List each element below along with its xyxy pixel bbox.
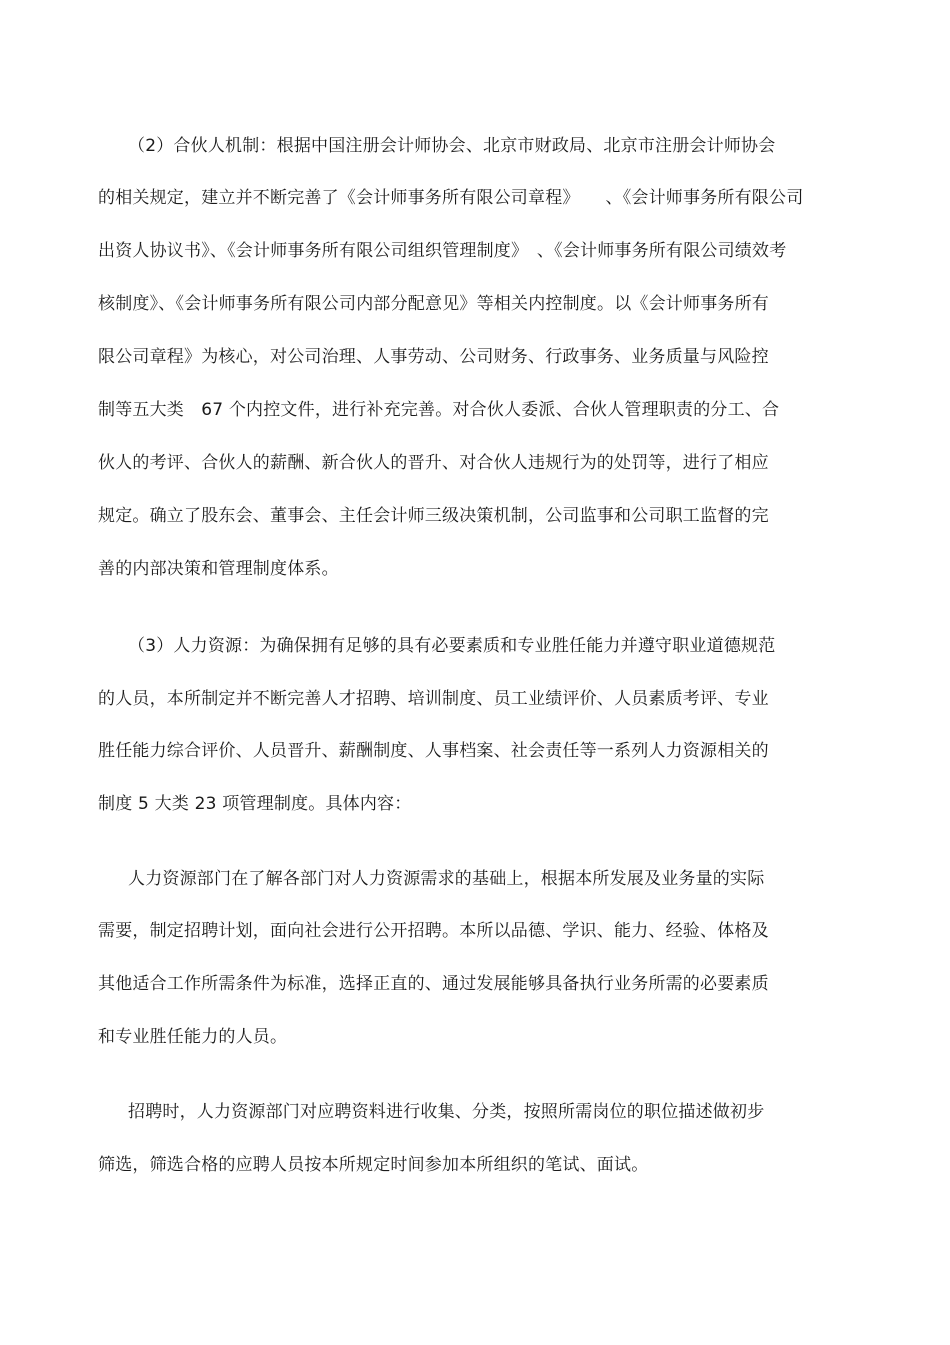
paragraph-2-line-2: 的人员，本所制定并不断完善人才招聘、培训制度、员工业绩评价、人员素质考评、专业	[98, 689, 769, 709]
paragraph-2-line-1: （3）人力资源：为确保拥有足够的具有必要素质和专业胜任能力并遵守职业道德规范	[128, 636, 776, 656]
paragraph-3-line-3: 其他适合工作所需条件为标准，选择正直的、通过发展能够具备执行业务所需的必要素质	[98, 974, 769, 994]
paragraph-1-line-7: 伙人的考评、合伙人的薪酬、新合伙人的晋升、对合伙人违规行为的处罚等，进行了相应	[98, 453, 769, 473]
paragraph-1-line-6: 制等五大类 67 个内控文件，进行补充完善。对合伙人委派、合伙人管理职责的分工、合	[98, 400, 780, 420]
paragraph-3-line-4: 和专业胜任能力的人员。	[98, 1027, 288, 1047]
paragraph-4-line-1: 招聘时，人力资源部门对应聘资料进行收集、分类，按照所需岗位的职位描述做初步	[128, 1102, 765, 1122]
paragraph-1-line-9: 善的内部决策和管理制度体系。	[98, 559, 339, 579]
paragraph-1-line-4: 核制度》、《会计师事务所有限公司内部分配意见》等相关内控制度。以《会计师事务所有	[98, 294, 769, 314]
paragraph-1-line-2: 的相关规定，建立并不断完善了《会计师事务所有限公司章程》 、《会计师事务所有限公司	[98, 188, 804, 208]
paragraph-1-line-1: （2）合伙人机制：根据中国注册会计师协会、北京市财政局、北京市注册会计师协会	[128, 136, 776, 156]
paragraph-2-line-3: 胜任能力综合评价、人员晋升、薪酬制度、人事档案、社会责任等一系列人力资源相关的	[98, 741, 769, 761]
paragraph-2-line-4: 制度 5 大类 23 项管理制度。具体内容：	[98, 794, 412, 814]
paragraph-1-line-3: 出资人协议书》、《会计师事务所有限公司组织管理制度》 、《会计师事务所有限公司绩效考	[98, 241, 787, 261]
paragraph-1-line-5: 限公司章程》为核心，对公司治理、人事劳动、公司财务、行政事务、业务质量与风险控	[98, 347, 769, 367]
paragraph-3-line-2: 需要，制定招聘计划，面向社会进行公开招聘。本所以品德、学识、能力、经验、体格及	[98, 921, 769, 941]
paragraph-3-line-1: 人力资源部门在了解各部门对人力资源需求的基础上，根据本所发展及业务量的实际	[128, 869, 765, 889]
paragraph-1-line-8: 规定。确立了股东会、董事会、主任会计师三级决策机制，公司监事和公司职工监督的完	[98, 506, 769, 526]
paragraph-4-line-2: 筛选，筛选合格的应聘人员按本所规定时间参加本所组织的笔试、面试。	[98, 1155, 649, 1175]
